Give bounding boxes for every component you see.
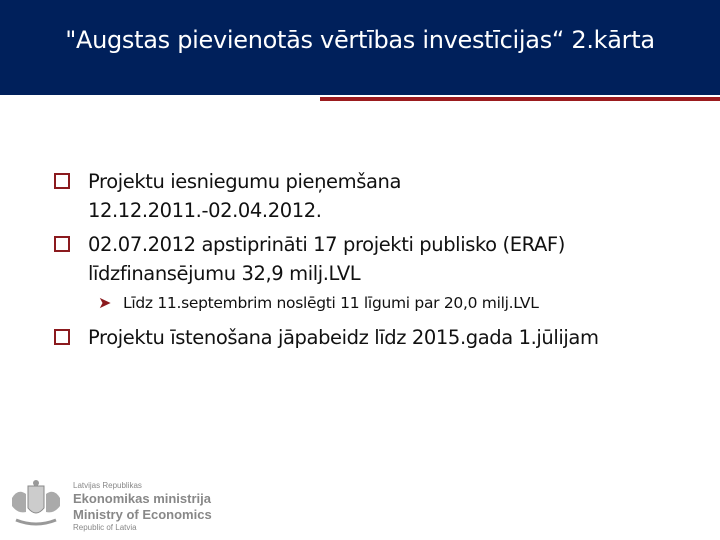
checkbox-bullet-icon [54, 329, 70, 345]
accent-divider [320, 97, 720, 101]
logo-text-2: Ekonomikas ministrija [73, 491, 211, 506]
logo-text-1: Latvijas Republikas [73, 481, 142, 490]
bullet-1 [88, 167, 401, 225]
title-bar [0, 0, 720, 95]
coat-of-arms-logo [8, 478, 64, 528]
arrow-bullet-icon: ➤ [98, 295, 112, 312]
sub-bullet: Līdz 11.septembrim noslēgti 11 līgumi par 20,0 milj.LVL [123, 294, 539, 312]
bullet-2-line1: 02.07.2012 apstiprināti 17 projekti publisko (ERAF) [88, 233, 565, 256]
bullet-2-line2: līdzfinansējumu 32,9 milj.LVL [88, 262, 361, 285]
bullet-3-line1: Projektu īstenošana jāpabeidz līdz 2015.gada 1.jūlijam [88, 326, 599, 349]
bullet-1-line1: Projektu iesniegumu pieņemšana [88, 170, 402, 193]
bullet-2 [88, 230, 565, 288]
checkbox-bullet-icon [54, 173, 70, 189]
checkbox-bullet-icon [54, 236, 70, 252]
bullet-3 [88, 323, 599, 352]
logo-text-4: Republic of Latvia [73, 523, 137, 532]
bullet-1-line2: 12.12.2011.-02.04.2012. [88, 199, 322, 222]
slide-title: "Augstas pievienotās vērtības investīcijas“ 2.kārta [65, 26, 655, 54]
logo-text-3: Ministry of Economics [73, 507, 212, 522]
